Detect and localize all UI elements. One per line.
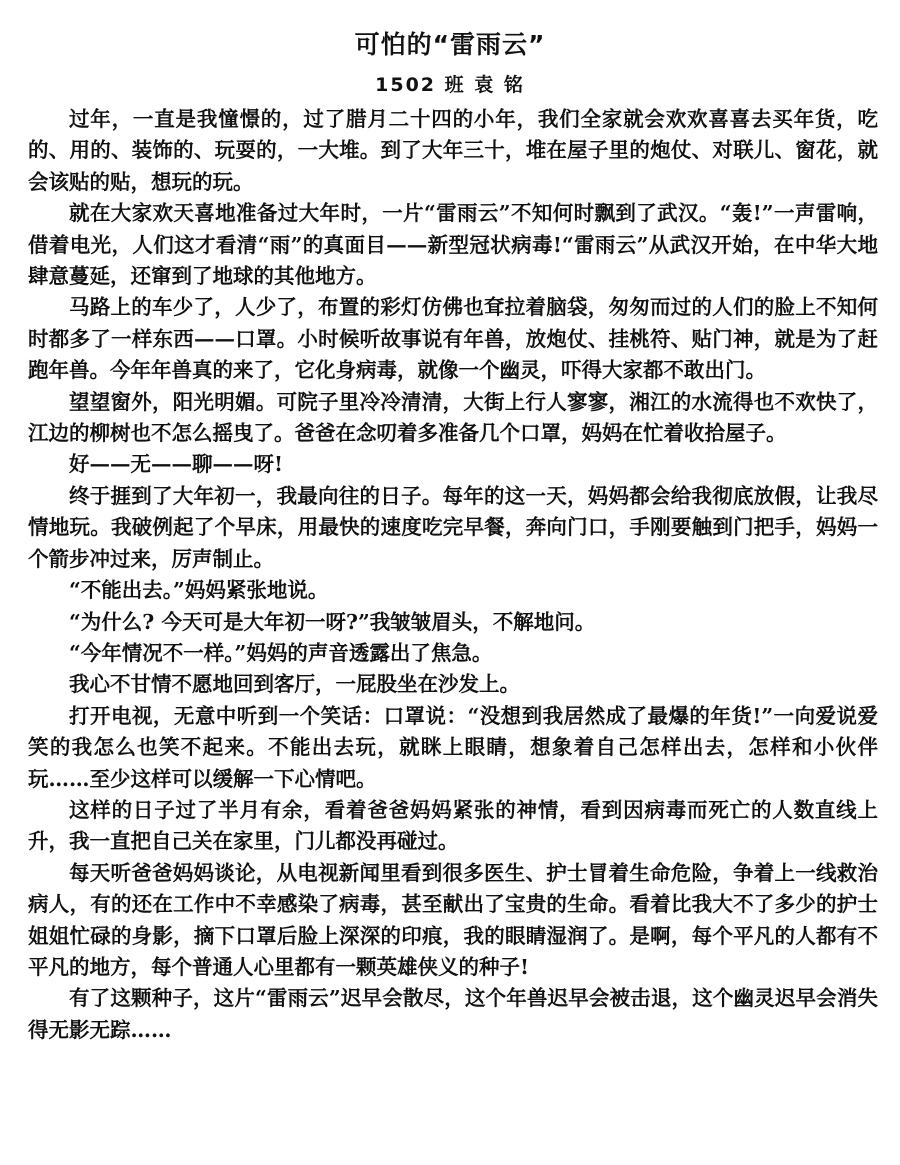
paragraph: 终于捱到了大年初一，我最向往的日子。每年的这一天，妈妈都会给我彻底放假，让我尽情地玩。我破例起了个早床，用最快的速度吃完早餐，奔向门口，手刚要触到门把手，妈妈一个箭步冲过来，厉声制止。 <box>28 483 878 571</box>
essay-body <box>28 104 878 1046</box>
paragraph: 望望窗外，阳光明媚。可院子里冷冷清清，大街上行人寥寥，湘江的水流得也不欢快了，江边的柳树也不怎么摇曳了。爸爸在念叨着多准备几个口罩，妈妈在忙着收拾屋子。 <box>28 389 878 446</box>
paragraph: “今年情况不一样。”妈妈的声音透露出了焦急。 <box>69 640 493 665</box>
paragraph: 我心不甘情不愿地回到客厅，一屁股坐在沙发上。 <box>69 672 520 697</box>
paragraph: 马路上的车少了，人少了，布置的彩灯仿佛也耷拉着脑袋，匆匆而过的人们的脸上不知何时都多了一样东西——口罩。小时候听故事说有年兽，放炮仗、挂桃符、贴门神，就是为了赶跑年兽。今年年兽真的来了，它化身病毒，就像一个幽灵，吓得大家都不敢出门。 <box>28 295 878 383</box>
essay-title: 可怕的“雷雨云” <box>354 30 546 59</box>
paragraph: “为什么? 今天可是大年初一呀?”我皱皱眉头，不解地问。 <box>69 609 596 634</box>
paragraph: 好——无——聊——呀! <box>69 452 283 477</box>
paragraph: 每天听爸爸妈妈谈论，从电视新闻里看到很多医生、护士冒着生命危险，争着上一线救治病人，有的还在工作中不幸感染了病毒，甚至献出了宝贵的生命。看着比我大不了多少的护士姐姐忙碌的身影，摘下口罩后脸上深深的印痕，我的眼睛湿润了。是啊，每个平凡的人都有不平凡的地方，每个普通人心里都有一颗英雄侠义的种子! <box>28 860 878 979</box>
paragraph: 打开电视，无意中听到一个笑话：口罩说：“没想到我居然成了最爆的年货!”一向爱说爱笑的我怎么也笑不起来。不能出去玩，就眯上眼睛，想象着自己怎样出去，怎样和小伙伴玩……至少这样可以缓解一下心情吧。 <box>28 703 878 791</box>
paragraph: 有了这颗种子，这片“雷雨云”迟早会散尽，这个年兽迟早会被击退，这个幽灵迟早会消失得无影无踪…… <box>28 986 878 1042</box>
paragraph: “不能出去。”妈妈紧张地说。 <box>69 578 329 603</box>
paragraph: 过年，一直是我憧憬的，过了腊月二十四的小年，我们全家就会欢欢喜喜去买年货，吃的、用的、装饰的、玩耍的，一大堆。到了大年三十，堆在屋子里的炮仗、对联儿、窗花，就会该贴的贴，想玩的玩。 <box>28 107 878 194</box>
paragraph: 就在大家欢天喜地准备过大年时，一片“雷雨云”不知何时飘到了武汉。“轰!”一声雷响，借着电光，人们这才看清“雨”的真面目——新型冠状病毒!“雷雨云”从武汉开始，在中华大地肆意蔓延，还窜到了地球的其他地方。 <box>28 201 878 289</box>
paragraph: 这样的日子过了半月有余，看着爸爸妈妈紧张的神情，看到因病毒而死亡的人数直线上升，我一直把自己关在家里，门儿都没再碰过。 <box>28 797 878 854</box>
author-byline: 1502 班 袁 铭 <box>375 74 525 96</box>
